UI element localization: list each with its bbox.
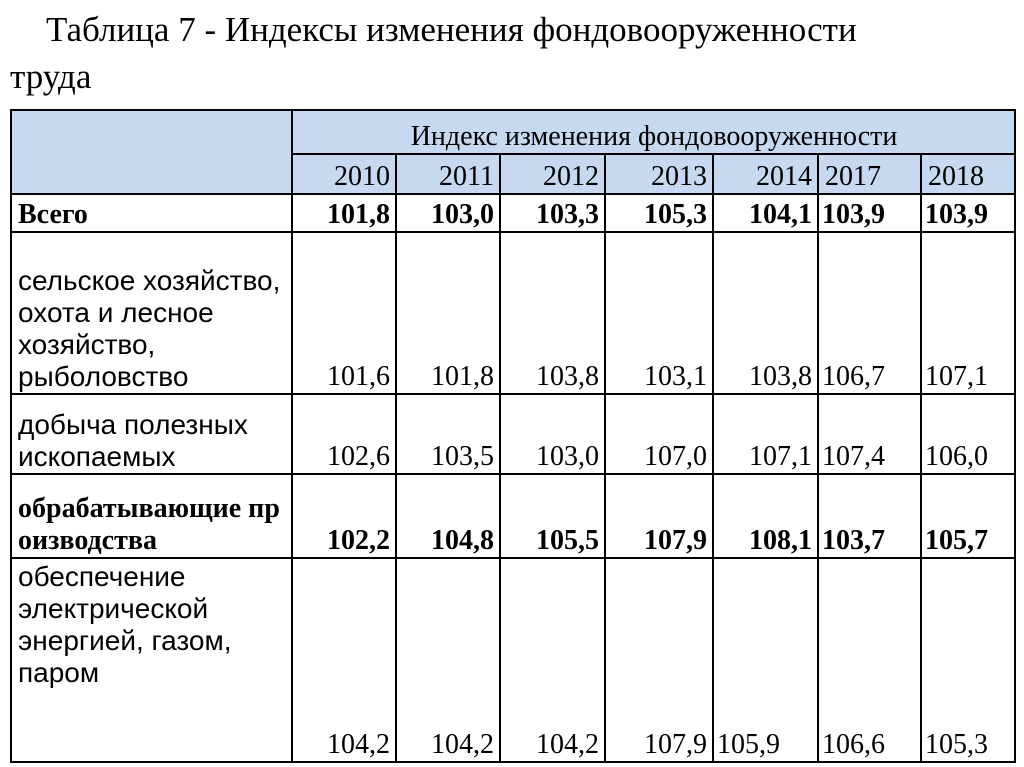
value-cell: 103,0 <box>500 394 605 474</box>
row-label-text: обеспечение электрической энергией, газом, паром <box>18 561 232 688</box>
value-cell: 107,4 <box>818 394 921 474</box>
value-cell: 105,3 <box>921 558 1015 762</box>
year-header-cell: 2018 <box>921 154 1015 194</box>
table-row <box>11 232 1015 394</box>
value-cell: 107,1 <box>921 232 1015 394</box>
value-cell: 106,7 <box>818 232 921 394</box>
table-header-row <box>11 110 1015 154</box>
year-header-cell: 2010 <box>292 154 396 194</box>
value-cell: 104,1 <box>713 194 818 232</box>
year-header-cell: 2014 <box>713 154 818 194</box>
value-cell: 103,5 <box>396 394 500 474</box>
table-row <box>11 474 1015 558</box>
value-cell: 107,9 <box>605 474 713 558</box>
value-cell: 103,8 <box>500 232 605 394</box>
value-cell: 107,0 <box>605 394 713 474</box>
value-cell: 101,8 <box>396 232 500 394</box>
value-cell: 108,1 <box>713 474 818 558</box>
value-cell: 103,3 <box>500 194 605 232</box>
header-corner-cell <box>11 110 292 194</box>
row-label: добыча полезных ископаемых <box>11 394 292 474</box>
value-cell: 102,6 <box>292 394 396 474</box>
year-header-cell: 2013 <box>605 154 713 194</box>
value-cell: 107,1 <box>713 394 818 474</box>
value-cell: 105,5 <box>500 474 605 558</box>
value-cell: 107,9 <box>605 558 713 762</box>
group-header-cell: Индекс изменения фондовооруженности <box>292 110 1015 154</box>
row-label: сельское хозяйство, охота и лесное хозяйство, рыболовство <box>11 232 292 394</box>
value-cell: 102,2 <box>292 474 396 558</box>
value-cell: 106,6 <box>818 558 921 762</box>
value-cell: 103,7 <box>818 474 921 558</box>
fund-index-table <box>10 109 1016 763</box>
year-header-cell: 2012 <box>500 154 605 194</box>
value-cell: 101,6 <box>292 232 396 394</box>
table-row <box>11 558 1015 762</box>
title-line-2: труда <box>10 57 92 96</box>
value-cell: 104,2 <box>292 558 396 762</box>
value-cell: 106,0 <box>921 394 1015 474</box>
row-label: обрабатывающие производства <box>11 474 292 558</box>
document-title <box>10 6 1018 100</box>
row-label: Всего <box>11 194 292 232</box>
value-cell: 105,3 <box>605 194 713 232</box>
value-cell: 103,1 <box>605 232 713 394</box>
value-cell: 105,7 <box>921 474 1015 558</box>
value-cell: 103,9 <box>818 194 921 232</box>
value-cell: 105,9 <box>713 558 818 762</box>
table-row <box>11 394 1015 474</box>
value-cell: 103,9 <box>921 194 1015 232</box>
title-line-1: Таблица 7 - Индексы изменения фондовооруженности <box>46 10 857 49</box>
value-cell: 101,8 <box>292 194 396 232</box>
value-cell: 104,2 <box>396 558 500 762</box>
value-cell: 103,8 <box>713 232 818 394</box>
value-cell: 104,2 <box>500 558 605 762</box>
row-label <box>11 558 292 762</box>
value-cell: 103,0 <box>396 194 500 232</box>
table-row <box>11 194 1015 232</box>
year-header-cell: 2017 <box>818 154 921 194</box>
value-cell: 104,8 <box>396 474 500 558</box>
year-header-cell: 2011 <box>396 154 500 194</box>
